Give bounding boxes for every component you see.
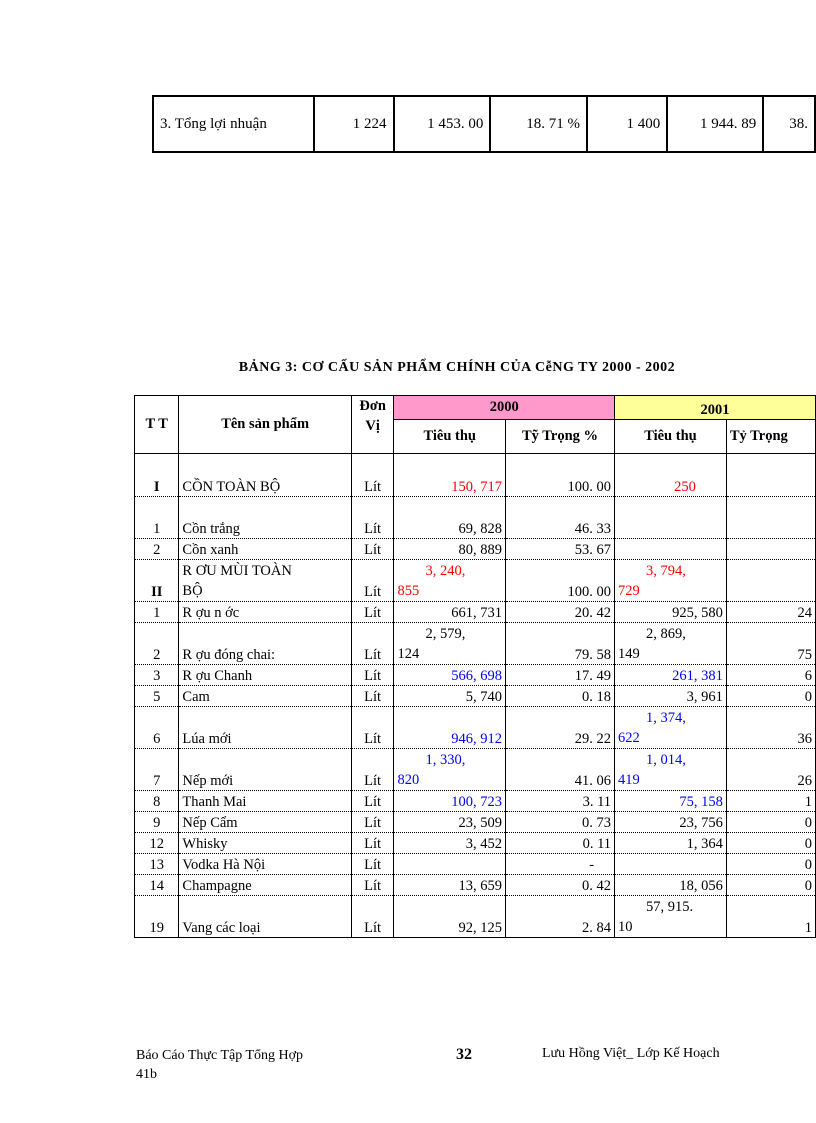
table-row	[135, 832, 816, 853]
table-row	[135, 601, 816, 622]
table-row	[135, 622, 816, 664]
row-share-2001: 6	[726, 664, 815, 685]
value-line: 124	[397, 645, 420, 662]
row-unit: Lít	[351, 559, 394, 601]
header-row	[135, 396, 816, 420]
row-share-2000: 41. 06	[506, 748, 615, 790]
row-share-2000: 20. 42	[506, 601, 615, 622]
table-title: BẢNG 3: CƠ CẤU SẢN PHẨM CHÍNH CỦA CễNG TY 2000 - 2002	[238, 360, 676, 375]
row-consumption-2001: 23, 756	[615, 811, 727, 832]
row-consumption-2000: 80, 889	[394, 538, 506, 559]
table-row	[135, 460, 816, 496]
value-line: 3, 794,	[646, 562, 686, 579]
row-share-2001	[726, 559, 815, 601]
profit-cell: 38.	[763, 96, 815, 152]
row-share-2000: 100. 00	[506, 559, 615, 601]
table-row	[135, 811, 816, 832]
row-tt: I	[135, 460, 179, 496]
table-row	[135, 895, 816, 937]
row-name: R ợu n ớc	[179, 601, 351, 622]
row-consumption-2000	[394, 559, 506, 601]
value-line: 2, 869,	[646, 625, 686, 642]
table-row	[135, 685, 816, 706]
product-structure-table	[134, 395, 816, 938]
row-consumption-2000: 100, 723	[394, 790, 506, 811]
header-consumption: Tiêu thụ	[394, 420, 506, 454]
row-share-2000: -	[506, 853, 615, 874]
row-name: Whisky	[179, 832, 351, 853]
row-share-2000: 29. 22	[506, 706, 615, 748]
row-name: Nếp Cẩm	[179, 811, 351, 832]
profit-cell: 1 453. 00	[394, 96, 491, 152]
row-consumption-2000: 566, 698	[394, 664, 506, 685]
header-share: Tỷ Trọng	[726, 420, 815, 454]
profit-cell: 18. 71 %	[490, 96, 587, 152]
table-row	[135, 559, 816, 601]
footer-line: Báo Cáo Thực Tập Tổng Hợp	[136, 1048, 304, 1063]
row-share-2001	[726, 460, 815, 496]
row-name: Champagne	[179, 874, 351, 895]
row-tt: 12	[135, 832, 179, 853]
row-tt: II	[135, 559, 179, 601]
row-tt: 5	[135, 685, 179, 706]
value-line: 57, 915.	[646, 898, 694, 915]
row-unit: Lít	[351, 853, 394, 874]
row-share-2001: 0	[726, 811, 815, 832]
table-row	[135, 874, 816, 895]
row-unit: Lít	[351, 496, 394, 538]
row-tt: 2	[135, 538, 179, 559]
table-row	[135, 496, 816, 538]
row-consumption-2000	[394, 748, 506, 790]
row-share-2001: 0	[726, 832, 815, 853]
row-tt: 3	[135, 664, 179, 685]
row-name: R ợu Chanh	[179, 664, 351, 685]
row-share-2000: 0. 42	[506, 874, 615, 895]
value-line: 622	[618, 729, 640, 746]
row-share-2001: 0	[726, 685, 815, 706]
row-unit: Lít	[351, 601, 394, 622]
row-share-2000: 3. 11	[506, 790, 615, 811]
row-share-2001	[726, 538, 815, 559]
row-tt: 1	[135, 496, 179, 538]
value-line: 1, 374,	[646, 709, 686, 726]
row-unit: Lít	[351, 790, 394, 811]
row-unit: Lít	[351, 685, 394, 706]
row-name-line: BỘ	[182, 582, 203, 599]
profit-label: 3. Tổng lợi nhuận	[153, 96, 314, 152]
row-tt: 9	[135, 811, 179, 832]
row-consumption-2001: 75, 158	[615, 790, 727, 811]
row-consumption-2001	[615, 895, 727, 937]
row-consumption-2001	[615, 748, 727, 790]
row-share-2000: 100. 00	[506, 460, 615, 496]
row-consumption-2001: 1, 364	[615, 832, 727, 853]
row-consumption-2001: 925, 580	[615, 601, 727, 622]
row-name: Nếp mới	[179, 748, 351, 790]
row-tt: 6	[135, 706, 179, 748]
row-tt: 14	[135, 874, 179, 895]
table-row	[135, 853, 816, 874]
row-unit: Lít	[351, 811, 394, 832]
row-unit: Lít	[351, 832, 394, 853]
row-share-2000: 2. 84	[506, 895, 615, 937]
footer-line: 41b	[136, 1067, 157, 1082]
row-share-2000: 17. 49	[506, 664, 615, 685]
row-consumption-2001	[615, 853, 727, 874]
value-line: 2, 579,	[425, 625, 466, 642]
row-share-2001: 24	[726, 601, 815, 622]
row-name: Thanh Mai	[179, 790, 351, 811]
row-tt: 13	[135, 853, 179, 874]
row-tt: 1	[135, 601, 179, 622]
row-consumption-2000: 69, 828	[394, 496, 506, 538]
value-line: 1, 330,	[425, 751, 466, 768]
row-consumption-2001: 18, 056	[615, 874, 727, 895]
row-share-2001: 1	[726, 790, 815, 811]
value-line: 10	[618, 918, 633, 935]
header-consumption: Tiêu thụ	[615, 420, 727, 454]
value-line: 149	[618, 645, 640, 662]
value-line: 820	[397, 771, 420, 788]
row-consumption-2001	[615, 559, 727, 601]
row-tt: 7	[135, 748, 179, 790]
row-consumption-2000: 661, 731	[394, 601, 506, 622]
value-line: 3, 240,	[425, 562, 466, 579]
row-tt: 8	[135, 790, 179, 811]
row-name: Lúa mới	[179, 706, 351, 748]
table-row	[135, 538, 816, 559]
row-share-2000: 0. 18	[506, 685, 615, 706]
row-consumption-2000: 150, 717	[394, 460, 506, 496]
row-share-2001: 0	[726, 853, 815, 874]
row-unit: Lít	[351, 895, 394, 937]
header-year-2000: 2000	[394, 396, 615, 420]
table-row	[135, 706, 816, 748]
row-unit: Lít	[351, 460, 394, 496]
row-consumption-2000: 5, 740	[394, 685, 506, 706]
row-share-2000: 46. 33	[506, 496, 615, 538]
row-consumption-2001	[615, 496, 727, 538]
row-consumption-2001	[615, 706, 727, 748]
value-line: 419	[618, 771, 640, 788]
row-name: R ợu đóng chai:	[179, 622, 351, 664]
row-consumption-2000: 92, 125	[394, 895, 506, 937]
value-line: 729	[618, 582, 640, 599]
page-number: 32	[456, 1046, 472, 1063]
header-share: Tỹ Trọng %	[506, 420, 615, 454]
row-share-2000: 0. 11	[506, 832, 615, 853]
row-unit: Lít	[351, 538, 394, 559]
row-name: Cồn trắng	[179, 496, 351, 538]
row-share-2000: 53. 67	[506, 538, 615, 559]
header-tt: T T	[135, 396, 179, 454]
row-share-2001: 36	[726, 706, 815, 748]
profit-cell: 1 944. 89	[667, 96, 763, 152]
row-share-2001: 26	[726, 748, 815, 790]
row-tt: 2	[135, 622, 179, 664]
value-line: 1, 014,	[646, 751, 686, 768]
row-consumption-2001	[615, 622, 727, 664]
row-name: CỒN TOÀN BỘ	[179, 460, 351, 496]
header-product: Tên sản phẩm	[179, 396, 351, 454]
footer-report-title	[136, 1046, 303, 1084]
row-unit: Lít	[351, 706, 394, 748]
row-unit: Lít	[351, 748, 394, 790]
row-share-2000: 0. 73	[506, 811, 615, 832]
table-row	[135, 664, 816, 685]
profit-summary-table	[152, 95, 816, 153]
row-name: Vang các loại	[179, 895, 351, 937]
row-share-2001	[726, 496, 815, 538]
row-share-2001: 0	[726, 874, 815, 895]
row-consumption-2000: 23, 509	[394, 811, 506, 832]
row-name: Cam	[179, 685, 351, 706]
row-name: Cồn xanh	[179, 538, 351, 559]
footer-author: Lưu Hồng Việt_ Lớp Kế Hoạch	[542, 1046, 720, 1061]
row-consumption-2001	[615, 538, 727, 559]
row-name-line: R ƠU MÙI TOÀN	[182, 562, 292, 579]
header-year-2001: 2001	[615, 396, 816, 420]
row-consumption-2000	[394, 853, 506, 874]
row-share-2001: 75	[726, 622, 815, 664]
row-consumption-2000: 946, 912	[394, 706, 506, 748]
row-unit: Lít	[351, 664, 394, 685]
table-row	[153, 96, 815, 152]
row-share-2000: 79. 58	[506, 622, 615, 664]
row-unit: Lít	[351, 874, 394, 895]
table-row	[135, 790, 816, 811]
row-consumption-2000: 13, 659	[394, 874, 506, 895]
row-unit: Lít	[351, 622, 394, 664]
row-consumption-2001: 250	[615, 460, 727, 496]
row-consumption-2000	[394, 622, 506, 664]
row-name	[179, 559, 351, 601]
row-name: Vodka Hà Nội	[179, 853, 351, 874]
row-consumption-2001: 3, 961	[615, 685, 727, 706]
table-row	[135, 748, 816, 790]
row-tt: 19	[135, 895, 179, 937]
row-share-2001: 1	[726, 895, 815, 937]
row-consumption-2000: 3, 452	[394, 832, 506, 853]
value-line: 855	[397, 582, 420, 599]
profit-cell: 1 224	[314, 96, 393, 152]
profit-cell: 1 400	[587, 96, 667, 152]
row-consumption-2001: 261, 381	[615, 664, 727, 685]
header-unit: Đơn Vị	[351, 396, 394, 454]
